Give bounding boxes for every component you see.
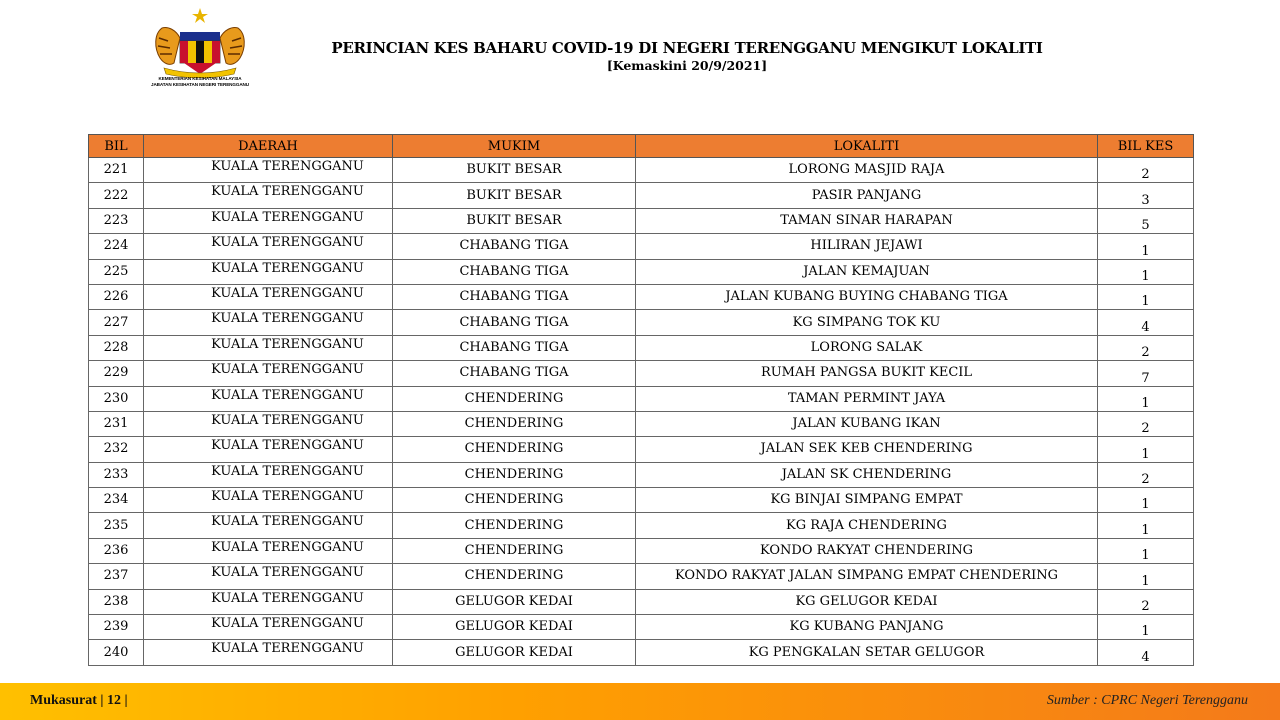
cell-bil-kes: 1 (1098, 488, 1194, 513)
page-header (262, 38, 1112, 74)
cell-daerah: KUALA TERENGGANU (144, 640, 393, 665)
cell-bil-kes: 1 (1098, 234, 1194, 259)
cell-daerah: KUALA TERENGGANU (144, 183, 393, 208)
cell-lokaliti: KG GELUGOR KEDAI (636, 589, 1098, 614)
cell-lokaliti: JALAN KEMAJUAN (636, 259, 1098, 284)
cell-bil-kes: 1 (1098, 615, 1194, 640)
cell-lokaliti: JALAN SK CHENDERING (636, 462, 1098, 487)
cell-bil: 237 (89, 564, 144, 589)
table-row (89, 411, 1194, 436)
table-row (89, 259, 1194, 284)
cell-mukim: GELUGOR KEDAI (393, 589, 636, 614)
cell-lokaliti: TAMAN SINAR HARAPAN (636, 208, 1098, 233)
table-row (89, 564, 1194, 589)
cell-bil-kes: 1 (1098, 564, 1194, 589)
cell-lokaliti: PASIR PANJANG (636, 183, 1098, 208)
cell-lokaliti: HILIRAN JEJAWI (636, 234, 1098, 259)
cell-daerah: KUALA TERENGGANU (144, 589, 393, 614)
cell-bil: 239 (89, 615, 144, 640)
table-row (89, 615, 1194, 640)
table-body (89, 158, 1194, 666)
cell-bil-kes: 4 (1098, 640, 1194, 665)
table-row (89, 640, 1194, 665)
cell-lokaliti: KG KUBANG PANJANG (636, 615, 1098, 640)
cases-table (88, 134, 1194, 666)
table-row (89, 234, 1194, 259)
table-row (89, 361, 1194, 386)
cell-daerah: KUALA TERENGGANU (144, 411, 393, 436)
cell-bil: 240 (89, 640, 144, 665)
table-row (89, 183, 1194, 208)
cell-mukim: CHENDERING (393, 462, 636, 487)
cell-daerah: KUALA TERENGGANU (144, 615, 393, 640)
cell-bil: 232 (89, 437, 144, 462)
cell-bil: 221 (89, 158, 144, 183)
logo-caption (145, 76, 255, 88)
cell-bil: 236 (89, 538, 144, 563)
cell-daerah: KUALA TERENGGANU (144, 310, 393, 335)
cell-bil-kes: 1 (1098, 259, 1194, 284)
cell-lokaliti: JALAN KUBANG IKAN (636, 411, 1098, 436)
col-header-bil: BIL (89, 135, 144, 158)
cell-bil: 224 (89, 234, 144, 259)
cell-bil: 234 (89, 488, 144, 513)
cell-mukim: BUKIT BESAR (393, 158, 636, 183)
cell-bil-kes: 4 (1098, 310, 1194, 335)
cell-bil: 238 (89, 589, 144, 614)
cell-lokaliti: TAMAN PERMINT JAYA (636, 386, 1098, 411)
cell-bil-kes: 2 (1098, 158, 1194, 183)
cell-mukim: CHABANG TIGA (393, 284, 636, 309)
table-row (89, 386, 1194, 411)
cell-mukim: CHENDERING (393, 513, 636, 538)
cell-mukim: CHENDERING (393, 538, 636, 563)
cell-mukim: CHENDERING (393, 437, 636, 462)
cell-lokaliti: KG PENGKALAN SETAR GELUGOR (636, 640, 1098, 665)
cell-mukim: CHENDERING (393, 386, 636, 411)
cell-mukim: GELUGOR KEDAI (393, 640, 636, 665)
table-row (89, 158, 1194, 183)
col-header-daerah: DAERAH (144, 135, 393, 158)
cell-lokaliti: KONDO RAKYAT JALAN SIMPANG EMPAT CHENDERING (636, 564, 1098, 589)
cell-bil-kes: 1 (1098, 437, 1194, 462)
cell-daerah: KUALA TERENGGANU (144, 488, 393, 513)
cell-bil-kes: 2 (1098, 589, 1194, 614)
cell-bil: 228 (89, 335, 144, 360)
col-header-mukim: MUKIM (393, 135, 636, 158)
cell-bil-kes: 3 (1098, 183, 1194, 208)
cell-bil-kes: 1 (1098, 386, 1194, 411)
cell-bil: 229 (89, 361, 144, 386)
cell-bil: 230 (89, 386, 144, 411)
cell-mukim: CHABANG TIGA (393, 259, 636, 284)
cell-daerah: KUALA TERENGGANU (144, 234, 393, 259)
cell-daerah: KUALA TERENGGANU (144, 158, 393, 183)
cell-lokaliti: LORONG SALAK (636, 335, 1098, 360)
cell-bil-kes: 7 (1098, 361, 1194, 386)
cell-lokaliti: KG BINJAI SIMPANG EMPAT (636, 488, 1098, 513)
source-note: Sumber : CPRC Negeri Terengganu (1046, 693, 1248, 708)
update-date: [Kemaskini 20/9/2021] (606, 58, 768, 73)
col-header-bil-kes: BIL KES (1098, 135, 1194, 158)
cell-mukim: CHENDERING (393, 564, 636, 589)
cell-lokaliti: JALAN SEK KEB CHENDERING (636, 437, 1098, 462)
table-row (89, 488, 1194, 513)
cell-bil-kes: 2 (1098, 411, 1194, 436)
cell-mukim: CHABANG TIGA (393, 310, 636, 335)
cell-lokaliti: LORONG MASJID RAJA (636, 158, 1098, 183)
cell-bil-kes: 2 (1098, 462, 1194, 487)
cell-bil: 222 (89, 183, 144, 208)
col-header-lokaliti: LOKALITI (636, 135, 1098, 158)
table-row (89, 513, 1194, 538)
cell-bil: 226 (89, 284, 144, 309)
cell-daerah: KUALA TERENGGANU (144, 284, 393, 309)
cell-lokaliti: RUMAH PANGSA BUKIT KECIL (636, 361, 1098, 386)
cell-daerah: KUALA TERENGGANU (144, 386, 393, 411)
cell-bil: 227 (89, 310, 144, 335)
cell-daerah: KUALA TERENGGANU (144, 538, 393, 563)
cell-mukim: CHENDERING (393, 488, 636, 513)
cell-mukim: GELUGOR KEDAI (393, 615, 636, 640)
cell-daerah: KUALA TERENGGANU (144, 208, 393, 233)
cell-daerah: KUALA TERENGGANU (144, 564, 393, 589)
cell-bil: 231 (89, 411, 144, 436)
cell-bil: 223 (89, 208, 144, 233)
logo-caption-line: JABATAN KESIHATAN NEGERI TERENGGANU (151, 82, 249, 87)
table-row (89, 437, 1194, 462)
cell-lokaliti: KG RAJA CHENDERING (636, 513, 1098, 538)
cell-bil-kes: 1 (1098, 513, 1194, 538)
cell-lokaliti: JALAN KUBANG BUYING CHABANG TIGA (636, 284, 1098, 309)
cell-bil: 235 (89, 513, 144, 538)
cell-mukim: BUKIT BESAR (393, 183, 636, 208)
table-row (89, 538, 1194, 563)
cell-bil: 233 (89, 462, 144, 487)
page-title: PERINCIAN KES BAHARU COVID-19 DI NEGERI TERENGGANU MENGIKUT LOKALITI (331, 39, 1043, 57)
cell-bil-kes: 2 (1098, 335, 1194, 360)
table-row (89, 335, 1194, 360)
cell-daerah: KUALA TERENGGANU (144, 513, 393, 538)
cell-daerah: KUALA TERENGGANU (144, 462, 393, 487)
logo-caption-line: KEMENTERIAN KESIHATAN MALAYSIA (158, 76, 242, 81)
cell-daerah: KUALA TERENGGANU (144, 335, 393, 360)
cell-mukim: CHENDERING (393, 411, 636, 436)
cell-daerah: KUALA TERENGGANU (144, 437, 393, 462)
page-number: Mukasurat | 12 | (30, 693, 128, 708)
cell-bil-kes: 1 (1098, 538, 1194, 563)
cell-mukim: BUKIT BESAR (393, 208, 636, 233)
cell-lokaliti: KG SIMPANG TOK KU (636, 310, 1098, 335)
table-row (89, 462, 1194, 487)
cell-lokaliti: KONDO RAKYAT CHENDERING (636, 538, 1098, 563)
cell-mukim: CHABANG TIGA (393, 335, 636, 360)
cell-daerah: KUALA TERENGGANU (144, 361, 393, 386)
footer-bar (0, 683, 1280, 720)
cell-bil: 225 (89, 259, 144, 284)
table-row (89, 310, 1194, 335)
table-header-row (89, 135, 1194, 158)
cell-bil-kes: 5 (1098, 208, 1194, 233)
table-row (89, 208, 1194, 233)
table-row (89, 589, 1194, 614)
cell-mukim: CHABANG TIGA (393, 361, 636, 386)
cell-bil-kes: 1 (1098, 284, 1194, 309)
cell-daerah: KUALA TERENGGANU (144, 259, 393, 284)
cell-mukim: CHABANG TIGA (393, 234, 636, 259)
table-row (89, 284, 1194, 309)
